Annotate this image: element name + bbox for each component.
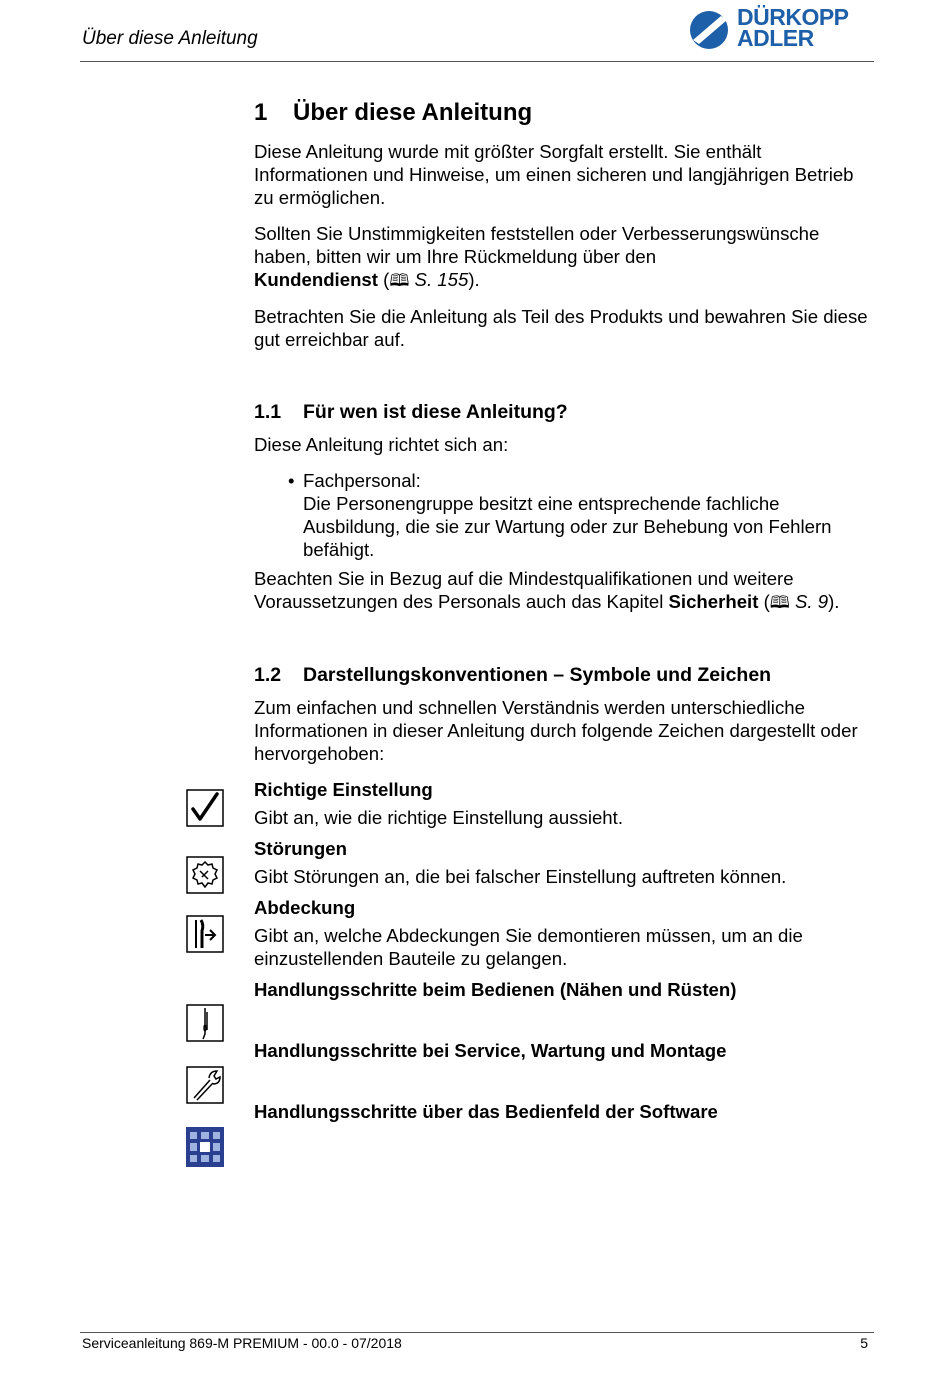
book-icon: 🕮 xyxy=(389,271,410,290)
needle-icon xyxy=(186,1004,224,1042)
running-header: Über diese Anleitung xyxy=(82,28,258,49)
main-content xyxy=(254,98,874,1131)
page-ref[interactable]: S. 155 xyxy=(414,269,469,290)
section-heading-1-1: 1.1 Für wen ist diese Anleitung? xyxy=(254,401,568,423)
gear-fault-icon xyxy=(186,856,224,894)
list-item: • Fachpersonal: Die Personengruppe besitzt eine entsprechende fachliche Ausbildung, die sie zur Wartung oder zur Behebung von Fehlern befähigt. xyxy=(303,469,874,561)
footer-document-info: Serviceanleitung 869-M PREMIUM - 00.0 - 07/2018 xyxy=(82,1335,402,1351)
footer-divider xyxy=(80,1332,874,1333)
customer-service-link[interactable]: Kundendienst xyxy=(254,269,378,290)
paragraph-feedback: Sollten Sie Unstimmigkeiten feststellen oder Verbesserungswünsche haben, bitten wir um Ihre Rückmeldung über den Kundendienst (🕮 S. 155). xyxy=(254,223,820,290)
cover-icon xyxy=(186,915,224,953)
safety-chapter-link[interactable]: Sicherheit xyxy=(668,591,759,612)
paragraph-conventions: Zum einfachen und schnellen Verständnis werden unterschiedliche Informationen in dieser Anleitung durch folgende Zeichen dargestellt oder hervorgehoben: xyxy=(254,697,858,764)
paragraph-qualification: Beachten Sie in Bezug auf die Mindestqualifikationen und weitere Voraussetzungen des Personals auch das Kapitel Sicherheit (🕮 S. 9). xyxy=(254,568,840,612)
section-heading-1-2: 1.2 Darstellungskonventionen – Symbole und Zeichen xyxy=(254,664,772,686)
logo-mark-icon xyxy=(687,10,731,50)
page-ref[interactable]: S. 9 xyxy=(795,591,829,612)
paragraph-keep: Betrachten Sie die Anleitung als Teil des Produkts und bewahren Sie diese gut erreichbar auf. xyxy=(254,306,868,350)
chapter-heading: 1 Über diese Anleitung xyxy=(254,99,533,126)
symbol-entry: Störungen Gibt Störungen an, die bei falscher Einstellung auftreten können. xyxy=(254,838,787,887)
symbol-entry: Handlungsschritte bei Service, Wartung und Montage xyxy=(254,1040,727,1061)
symbol-entry: Handlungsschritte über das Bedienfeld der Software xyxy=(254,1101,718,1122)
checkmark-icon xyxy=(186,789,224,827)
audience-list xyxy=(254,469,874,561)
brand-logo xyxy=(687,4,872,53)
symbol-entry: Richtige Einstellung Gibt an, wie die richtige Einstellung aussieht. xyxy=(254,779,623,828)
control-panel-icon xyxy=(186,1127,224,1167)
header-divider xyxy=(80,61,874,62)
symbol-entry: Abdeckung Gibt an, welche Abdeckungen Sie demontieren müssen, um an die einzustellenden Bauteile zu gelangen. xyxy=(254,897,803,969)
page-number: 5 xyxy=(860,1335,868,1351)
wrench-icon xyxy=(186,1066,224,1104)
paragraph-audience: Diese Anleitung richtet sich an: xyxy=(254,434,509,455)
book-icon: 🕮 xyxy=(769,593,790,612)
symbol-entry: Handlungsschritte beim Bedienen (Nähen und Rüsten) xyxy=(254,979,737,1000)
logo-wordmark: DÜRKOPP ADLER xyxy=(737,4,849,51)
paragraph-intro: Diese Anleitung wurde mit größter Sorgfalt erstellt. Sie enthält Informationen und Hinweise, um einen sicheren und langjährigen Betrieb zu ermöglichen. xyxy=(254,141,854,208)
